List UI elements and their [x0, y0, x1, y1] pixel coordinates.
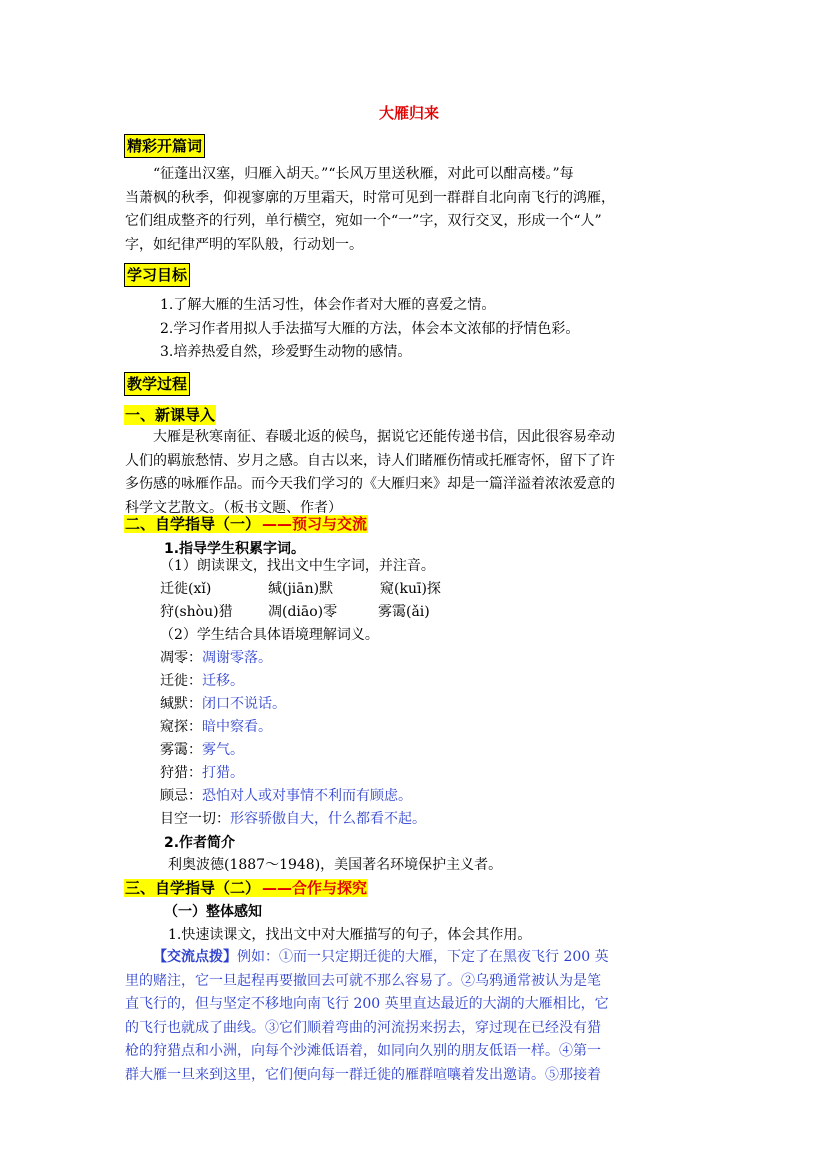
section-2-sub1: 1.指导学生积累字词。 — [164, 541, 306, 557]
goal-item: 1.了解大雁的生活习性，体会作者对大雁的喜爱之情。 — [160, 297, 496, 313]
answer-line: 的飞行也就成了曲线。③它们顺着弯曲的河流拐来拐去，穿过现在已经没有猎 — [125, 1019, 601, 1036]
answer-line: 枪的狩猎点和小洲，向每个沙滩低语着，如同向久别的朋友低语一样。④第一 — [125, 1043, 601, 1059]
section-2-heading: 二、自学指导（一） — [125, 515, 261, 533]
term-row — [160, 649, 272, 667]
opening-paragraph — [125, 163, 700, 257]
term-definition: 形容骄傲自大，什么都看不起。 — [230, 811, 426, 827]
term-label: 目空一切： — [160, 811, 230, 827]
opening-heading: 精彩开篇词 — [124, 134, 205, 158]
answer-paragraph — [125, 946, 700, 1087]
term-row — [160, 741, 244, 759]
answer-line-text: 例如：①而一只定期迁徙的大雁，下定了在黑夜飞行 200 英 — [237, 949, 609, 965]
term-row — [160, 764, 244, 782]
term-label: 迁徙： — [160, 673, 202, 689]
term-definition: 凋谢零落。 — [202, 650, 272, 666]
term-row — [160, 810, 426, 828]
tip-label: 【交流点拨】 — [153, 949, 237, 965]
term-definition: 迁移。 — [202, 673, 244, 689]
section-2-heading-tail: ——预习与交流 — [262, 515, 368, 533]
opening-line: 它们组成整齐的行列，单行横空，宛如一个“一”字，双行交叉，形成一个“人” — [125, 213, 602, 229]
term-label: 顾忌： — [160, 788, 202, 804]
term-definition: 恐怕对人或对事情不利而有顾虑。 — [202, 788, 412, 804]
term-row — [160, 787, 412, 805]
term-row — [160, 672, 244, 690]
pinyin-word: 迁徙(xǐ) — [160, 581, 212, 597]
section-1-heading: 一、新课导入 — [125, 406, 216, 424]
opening-line: 当萧枫的秋季，仰视寥廓的万里霜天，时常可见到一群群自北向南飞行的鸿雁， — [125, 189, 615, 206]
pinyin-word: 狩(shòu)猎 — [160, 604, 233, 620]
section-3-heading: 三、自学指导（二） — [125, 879, 261, 897]
section-2-sub2: 2.作者简介 — [164, 835, 236, 851]
opening-line: 字，如纪律严明的军队般，行动划一。 — [125, 236, 363, 253]
section-1-line: 科学文艺散文。（板书文题、作者） — [125, 499, 342, 516]
pinyin-word: 缄(jiān)默 — [268, 581, 334, 597]
term-definition: 暗中察看。 — [202, 719, 272, 735]
section-3-heading-row — [124, 878, 368, 898]
section-2-heading-row — [124, 514, 368, 534]
goal-item: 3.培养热爱自然，珍爱野生动物的感情。 — [160, 344, 412, 360]
answer-line — [125, 946, 700, 970]
term-label: 凋零： — [160, 650, 202, 666]
opening-line: “征蓬出汉塞，归雁入胡天。”“长风万里送秋雁，对此可以酣高楼。”每 — [153, 166, 574, 182]
term-label: 窥探： — [160, 719, 202, 735]
section-1-line: 人们的羁旅愁情、岁月之感。自古以来，诗人们睹雁伤情或托雁寄怀，留下了许 — [125, 452, 615, 469]
answer-line: 里的赌注，它一旦起程再要撤回去可就不那么容易了。②乌鸦通常被认为是笔 — [125, 972, 601, 989]
process-heading: 教学过程 — [124, 372, 190, 396]
section-3-task: 1.快速读课文，找出文中对大雁描写的句子，体会其作用。 — [168, 927, 532, 943]
pinyin-word: 窥(kuī)探 — [380, 581, 441, 597]
term-label: 缄默： — [160, 696, 202, 712]
document-title: 大雁归来 — [379, 104, 440, 122]
section-2-step1: （1）朗读课文，找出文中生字词，并注音。 — [160, 558, 435, 574]
term-row — [160, 718, 272, 736]
term-definition: 打猎。 — [202, 765, 244, 781]
author-intro: 利奥波德(1887～1948)，美国著名环境保护主义者。 — [168, 857, 503, 873]
section-1-line: 多伤感的咏雁作品。而今天我们学习的《大雁归来》却是一篇洋溢着浓浓爱意的 — [125, 476, 615, 492]
answer-line: 直飞行的，但与坚定不移地向南飞行 200 英里直达最近的大湖的大雁相比，它 — [125, 996, 609, 1012]
section-3-heading-tail: ——合作与探究 — [262, 879, 368, 897]
section-1-line: 大雁是秋寒南征、春暖北返的候鸟，据说它还能传递书信，因此很容易牵动 — [153, 429, 615, 445]
pinyin-word: 雾霭(ǎi) — [378, 604, 430, 620]
term-label: 雾霭： — [160, 742, 202, 758]
term-row — [160, 695, 286, 713]
term-definition: 雾气。 — [202, 742, 244, 758]
term-definition: 闭口不说话。 — [202, 696, 286, 712]
goal-item: 2.学习作者用拟人手法描写大雁的方法，体会本文浓郁的抒情色彩。 — [160, 321, 580, 337]
section-3-sub1: （一）整体感知 — [164, 904, 262, 920]
answer-line: 群大雁一旦来到这里，它们便向每一群迁徙的雁群喧嚷着发出邀请。⑤那接着 — [125, 1066, 601, 1083]
section-1-paragraph — [125, 426, 700, 520]
section-2-step2: （2）学生结合具体语境理解词义。 — [160, 627, 379, 643]
goals-heading: 学习目标 — [124, 263, 190, 287]
pinyin-word: 凋(diāo)零 — [268, 604, 338, 620]
term-label: 狩猎： — [160, 765, 202, 781]
